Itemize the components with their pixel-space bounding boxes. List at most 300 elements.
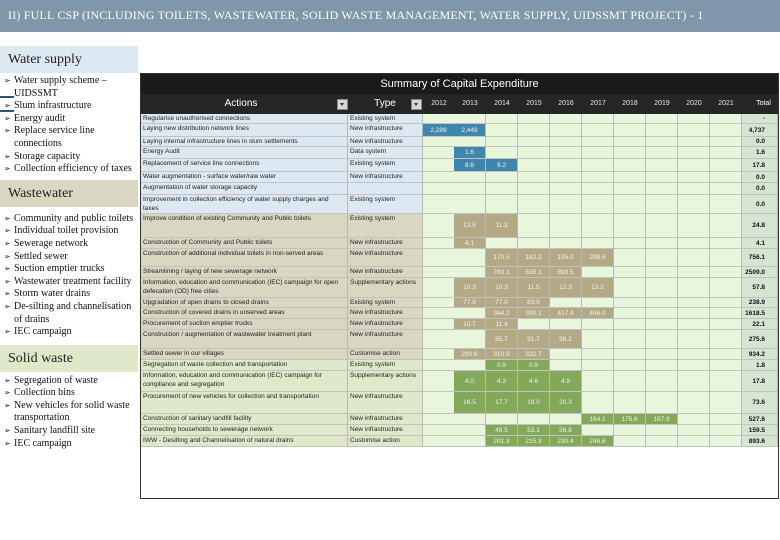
list-item: ➢ Community and public toilets bbox=[4, 213, 138, 226]
table-row bbox=[141, 137, 778, 147]
year-value-cell: 16.5 bbox=[454, 392, 486, 414]
table-header-row bbox=[141, 94, 778, 114]
type-cell: Existing system bbox=[348, 114, 423, 124]
year-value-cell bbox=[614, 278, 646, 298]
year-value-cell bbox=[710, 159, 742, 172]
list-item: ➢ Water supply scheme – UIDSSMT bbox=[4, 75, 138, 100]
action-cell: Segregation of waste collection and transportation bbox=[141, 360, 348, 371]
year-value-cell: 780.1 bbox=[486, 267, 518, 278]
year-value-cell bbox=[550, 159, 582, 172]
year-value-cell bbox=[582, 183, 614, 195]
year-value-cell bbox=[423, 425, 455, 436]
table-row bbox=[141, 371, 778, 392]
year-value-cell bbox=[454, 425, 486, 436]
year-value-cell bbox=[454, 330, 486, 349]
pointer-arrow-line bbox=[0, 110, 14, 112]
list-item: ➢ Individual toilet provision bbox=[4, 225, 138, 238]
total-cell: 57.8 bbox=[742, 278, 778, 298]
type-filter-icon[interactable] bbox=[411, 99, 422, 110]
year-value-cell bbox=[582, 124, 614, 137]
total-cell: 934.2 bbox=[742, 349, 778, 360]
year-value-cell bbox=[678, 114, 710, 124]
type-cell: New infrastructure bbox=[348, 414, 423, 425]
year-value-cell: 0.9 bbox=[518, 360, 550, 371]
year-value-cell bbox=[646, 214, 678, 238]
year-value-cell bbox=[678, 195, 710, 214]
action-cell: Energy Audit bbox=[141, 147, 348, 159]
total-cell: 756.1 bbox=[742, 249, 778, 267]
table-row bbox=[141, 267, 778, 278]
year-value-cell: 175.6 bbox=[614, 414, 646, 425]
year-value-cell bbox=[646, 392, 678, 414]
year-value-cell bbox=[454, 195, 486, 214]
year-value-cell bbox=[518, 147, 550, 159]
table-row bbox=[141, 172, 778, 183]
year-value-cell bbox=[582, 137, 614, 147]
year-value-cell bbox=[423, 319, 455, 330]
total-cell: 17.8 bbox=[742, 371, 778, 392]
year-value-cell: 230.4 bbox=[550, 436, 582, 447]
list-item: ➢ Replace service line connections bbox=[4, 125, 138, 150]
year-value-cell bbox=[454, 172, 486, 183]
year-value-cell bbox=[678, 172, 710, 183]
year-value-cell bbox=[582, 214, 614, 238]
year-value-cell: 187.9 bbox=[646, 414, 678, 425]
total-cell: 275.6 bbox=[742, 330, 778, 349]
header-year: 2017 bbox=[590, 100, 606, 107]
total-cell: 0.0 bbox=[742, 172, 778, 183]
year-value-cell: 170.5 bbox=[486, 249, 518, 267]
list-item: ➢ Sewerage network bbox=[4, 238, 138, 251]
year-value-cell: 0.9 bbox=[486, 360, 518, 371]
year-value-cell bbox=[486, 195, 518, 214]
year-value-cell: 201.3 bbox=[486, 436, 518, 447]
action-cell: IWW - Desilting and Channelisation of natural drains bbox=[141, 436, 348, 447]
year-value-cell: 446.0 bbox=[582, 308, 614, 319]
year-value-cell: 56.8 bbox=[550, 425, 582, 436]
year-value-cell bbox=[423, 298, 455, 308]
sidebar bbox=[0, 46, 138, 450]
year-value-cell bbox=[582, 360, 614, 371]
list-item: ➢ New vehicles for solid waste transportation bbox=[4, 400, 138, 425]
year-value-cell bbox=[582, 425, 614, 436]
header-year: 2021 bbox=[718, 100, 734, 107]
year-value-cell bbox=[454, 137, 486, 147]
year-value-cell bbox=[646, 436, 678, 447]
title-bar bbox=[0, 0, 780, 32]
type-cell: Customise action bbox=[348, 436, 423, 447]
year-value-cell: 164.1 bbox=[582, 414, 614, 425]
year-value-cell bbox=[646, 278, 678, 298]
year-value-cell bbox=[614, 114, 646, 124]
table-row bbox=[141, 124, 778, 137]
year-value-cell: 2,289 bbox=[423, 124, 455, 137]
year-value-cell bbox=[710, 371, 742, 392]
year-value-cell: 9.2 bbox=[486, 159, 518, 172]
year-value-cell bbox=[678, 214, 710, 238]
year-value-cell bbox=[710, 147, 742, 159]
year-value-cell bbox=[423, 172, 455, 183]
year-value-cell bbox=[710, 414, 742, 425]
table-row bbox=[141, 298, 778, 308]
year-value-cell bbox=[423, 360, 455, 371]
year-value-cell bbox=[423, 349, 455, 360]
list-item: ➢ Settled sewer bbox=[4, 251, 138, 264]
type-cell: New infrastructure bbox=[348, 137, 423, 147]
year-value-cell bbox=[486, 147, 518, 159]
year-value-cell: 12.3 bbox=[550, 278, 582, 298]
year-value-cell bbox=[454, 267, 486, 278]
year-value-cell bbox=[550, 238, 582, 249]
year-value-cell bbox=[550, 349, 582, 360]
year-value-cell bbox=[614, 330, 646, 349]
year-value-cell: 4.0 bbox=[454, 371, 486, 392]
list-item: ➢ Energy audit bbox=[4, 113, 138, 126]
header-year: 2016 bbox=[558, 100, 574, 107]
year-value-cell: 332.7 bbox=[518, 349, 550, 360]
table-row bbox=[141, 214, 778, 238]
year-value-cell bbox=[646, 159, 678, 172]
year-value-cell bbox=[454, 360, 486, 371]
year-value-cell: 19.0 bbox=[518, 392, 550, 414]
year-value-cell bbox=[710, 172, 742, 183]
year-value-cell bbox=[486, 414, 518, 425]
year-value-cell bbox=[486, 172, 518, 183]
list-item: ➢ Wastewater treatment facility bbox=[4, 276, 138, 289]
year-value-cell bbox=[710, 349, 742, 360]
year-value-cell: 8.6 bbox=[454, 159, 486, 172]
year-value-cell bbox=[710, 360, 742, 371]
year-value-cell bbox=[710, 238, 742, 249]
action-cell: Information, education and communication (IEC) campaign for compliance and segregation bbox=[141, 371, 348, 392]
year-value-cell bbox=[454, 436, 486, 447]
wastewater-list bbox=[0, 207, 138, 339]
year-value-cell bbox=[454, 183, 486, 195]
total-cell: 17.8 bbox=[742, 159, 778, 172]
year-value-cell: 11.5 bbox=[518, 278, 550, 298]
year-value-cell bbox=[582, 114, 614, 124]
year-value-cell bbox=[710, 195, 742, 214]
year-value-cell bbox=[423, 249, 455, 267]
year-value-cell bbox=[646, 124, 678, 137]
list-item: ➢ Storm water drains bbox=[4, 288, 138, 301]
year-value-cell bbox=[582, 238, 614, 249]
year-value-cell bbox=[550, 137, 582, 147]
year-value-cell bbox=[486, 137, 518, 147]
list-item: ➢ Sanitary landfill site bbox=[4, 425, 138, 438]
year-value-cell bbox=[710, 319, 742, 330]
year-value-cell bbox=[646, 137, 678, 147]
year-value-cell bbox=[710, 124, 742, 137]
year-value-cell bbox=[550, 360, 582, 371]
list-item: ➢ Suction emptier trucks bbox=[4, 263, 138, 276]
year-value-cell: 10.3 bbox=[486, 278, 518, 298]
year-value-cell bbox=[678, 278, 710, 298]
year-value-cell bbox=[518, 214, 550, 238]
year-value-cell bbox=[678, 319, 710, 330]
year-value-cell: 20.3 bbox=[550, 392, 582, 414]
table-row bbox=[141, 195, 778, 214]
type-cell: Existing system bbox=[348, 195, 423, 214]
year-value-cell: 893.5 bbox=[550, 267, 582, 278]
year-value-cell: 53.1 bbox=[518, 425, 550, 436]
year-value-cell bbox=[710, 214, 742, 238]
table-row bbox=[141, 114, 778, 124]
type-cell: Existing system bbox=[348, 159, 423, 172]
year-value-cell bbox=[454, 308, 486, 319]
year-value-cell: 417.4 bbox=[550, 308, 582, 319]
list-item: ➢ Collection efficiency of taxes bbox=[4, 163, 138, 176]
table-title: Summary of Capital Expenditure bbox=[141, 74, 778, 94]
type-cell: Supplementary actions bbox=[348, 371, 423, 392]
year-value-cell bbox=[518, 124, 550, 137]
year-value-cell bbox=[678, 238, 710, 249]
year-value-cell bbox=[646, 425, 678, 436]
header-year: 2012 bbox=[431, 100, 447, 107]
header-actions: Actions bbox=[224, 98, 258, 109]
year-value-cell bbox=[614, 195, 646, 214]
year-value-cell: 4.1 bbox=[454, 238, 486, 249]
year-value-cell: 11.3 bbox=[486, 214, 518, 238]
year-value-cell bbox=[678, 349, 710, 360]
type-cell: Data system bbox=[348, 147, 423, 159]
year-value-cell bbox=[582, 319, 614, 330]
year-value-cell: 215.3 bbox=[518, 436, 550, 447]
year-value-cell bbox=[678, 330, 710, 349]
year-value-cell bbox=[518, 195, 550, 214]
year-value-cell bbox=[646, 183, 678, 195]
type-cell: New infrastructure bbox=[348, 267, 423, 278]
year-value-cell: 83.5 bbox=[518, 298, 550, 308]
section-heading-wastewater: Wastewater bbox=[0, 180, 138, 207]
year-value-cell bbox=[550, 124, 582, 137]
year-value-cell bbox=[550, 172, 582, 183]
header-year: 2015 bbox=[526, 100, 542, 107]
year-value-cell bbox=[423, 147, 455, 159]
action-cell: Laying new distribution network lines bbox=[141, 124, 348, 137]
type-cell: New infrastructure bbox=[348, 308, 423, 319]
action-cell: Construction of Community and Public toilets bbox=[141, 238, 348, 249]
year-value-cell bbox=[646, 298, 678, 308]
action-cell: Replacement of service line connections bbox=[141, 159, 348, 172]
table-row bbox=[141, 319, 778, 330]
year-value-cell bbox=[486, 124, 518, 137]
year-value-cell bbox=[518, 238, 550, 249]
year-value-cell bbox=[423, 278, 455, 298]
year-value-cell bbox=[614, 371, 646, 392]
total-cell: 24.8 bbox=[742, 214, 778, 238]
year-value-cell bbox=[614, 249, 646, 267]
year-value-cell bbox=[614, 159, 646, 172]
year-value-cell bbox=[582, 330, 614, 349]
action-cell: Laying internal infrastructure lines in slum settlements bbox=[141, 137, 348, 147]
year-value-cell bbox=[646, 147, 678, 159]
table-row bbox=[141, 147, 778, 159]
header-type: Type bbox=[374, 98, 396, 109]
year-value-cell bbox=[678, 371, 710, 392]
year-value-cell: 2,449 bbox=[454, 124, 486, 137]
year-value-cell bbox=[486, 114, 518, 124]
year-value-cell bbox=[710, 308, 742, 319]
year-value-cell bbox=[678, 183, 710, 195]
year-value-cell bbox=[423, 238, 455, 249]
year-value-cell bbox=[678, 298, 710, 308]
year-value-cell bbox=[614, 308, 646, 319]
year-value-cell bbox=[678, 414, 710, 425]
action-cell: Improvement in collection efficiency of water supply charges and taxes bbox=[141, 195, 348, 214]
type-cell bbox=[348, 183, 423, 195]
table-row bbox=[141, 425, 778, 436]
section-heading-solid-waste: Solid waste bbox=[0, 345, 138, 372]
total-cell: 1618.5 bbox=[742, 308, 778, 319]
year-value-cell bbox=[582, 349, 614, 360]
year-value-cell bbox=[710, 114, 742, 124]
action-cell: Augmentation of water storage capacity bbox=[141, 183, 348, 195]
year-value-cell bbox=[614, 392, 646, 414]
year-value-cell bbox=[646, 195, 678, 214]
type-cell: New infrastructure bbox=[348, 249, 423, 267]
action-cell: Construction / augmentation of wastewater treatment plant bbox=[141, 330, 348, 349]
total-cell: 159.5 bbox=[742, 425, 778, 436]
year-value-cell bbox=[710, 392, 742, 414]
year-value-cell bbox=[678, 308, 710, 319]
total-cell: 527.6 bbox=[742, 414, 778, 425]
header-year: 2019 bbox=[654, 100, 670, 107]
year-value-cell: 195.0 bbox=[550, 249, 582, 267]
year-value-cell bbox=[710, 298, 742, 308]
action-cell: Construction of sanitary landfill facility bbox=[141, 414, 348, 425]
action-cell: Construction of additional individual toilets in non-served areas bbox=[141, 249, 348, 267]
year-value-cell: 11.4 bbox=[486, 319, 518, 330]
header-year: 2014 bbox=[494, 100, 510, 107]
year-value-cell: 10.7 bbox=[454, 319, 486, 330]
action-cell: Upgradation of open drains to closed drains bbox=[141, 298, 348, 308]
year-value-cell bbox=[550, 195, 582, 214]
action-cell: Settled sewer in our villages bbox=[141, 349, 348, 360]
year-value-cell bbox=[646, 349, 678, 360]
year-value-cell bbox=[550, 414, 582, 425]
header-total: Total bbox=[756, 100, 771, 107]
page-title: II) FULL CSP (INCLUDING TOILETS, WASTEWATER, SOLID WASTE MANAGEMENT, WATER SUPPLY, UIDSSMT PROJECT) - 1 bbox=[8, 8, 704, 22]
type-cell: New infrastructure bbox=[348, 425, 423, 436]
year-value-cell bbox=[518, 137, 550, 147]
year-value-cell bbox=[614, 298, 646, 308]
capital-expenditure-table bbox=[140, 73, 779, 499]
year-value-cell bbox=[710, 436, 742, 447]
total-cell: 0.0 bbox=[742, 183, 778, 195]
year-value-cell bbox=[423, 436, 455, 447]
list-item: ➢ Collection bins bbox=[4, 387, 138, 400]
action-cell: Streamlining / laying of new sewerage network bbox=[141, 267, 348, 278]
year-value-cell bbox=[423, 414, 455, 425]
type-cell: New infrastructure bbox=[348, 330, 423, 349]
year-value-cell: 246.6 bbox=[582, 436, 614, 447]
year-value-cell bbox=[614, 124, 646, 137]
total-cell: 0.0 bbox=[742, 195, 778, 214]
list-item: ➢ Slum infrastructure bbox=[4, 100, 138, 113]
year-value-cell bbox=[454, 414, 486, 425]
year-value-cell bbox=[582, 371, 614, 392]
year-value-cell bbox=[614, 436, 646, 447]
year-value-cell: 77.0 bbox=[486, 298, 518, 308]
year-value-cell: 4.9 bbox=[550, 371, 582, 392]
year-value-cell bbox=[550, 114, 582, 124]
year-value-cell bbox=[423, 159, 455, 172]
year-value-cell bbox=[678, 137, 710, 147]
year-value-cell bbox=[550, 298, 582, 308]
table-row bbox=[141, 183, 778, 195]
actions-filter-icon[interactable] bbox=[337, 99, 348, 110]
year-value-cell bbox=[614, 172, 646, 183]
year-value-cell: 390.1 bbox=[518, 308, 550, 319]
action-cell: Water augmentation - surface water/raw water bbox=[141, 172, 348, 183]
year-value-cell: 290.6 bbox=[454, 349, 486, 360]
pointer-arrow-line bbox=[0, 96, 14, 98]
table-row bbox=[141, 392, 778, 414]
year-value-cell bbox=[614, 319, 646, 330]
total-cell: 22.1 bbox=[742, 319, 778, 330]
year-value-cell bbox=[423, 137, 455, 147]
total-cell: 4.1 bbox=[742, 238, 778, 249]
year-value-cell bbox=[550, 214, 582, 238]
table-row bbox=[141, 308, 778, 319]
type-cell: New infrastructure bbox=[348, 172, 423, 183]
action-cell: Construction of covered drains in unserved areas bbox=[141, 308, 348, 319]
list-item: ➢ Storage capacity bbox=[4, 151, 138, 164]
total-cell: 0.0 bbox=[742, 137, 778, 147]
table-row bbox=[141, 278, 778, 298]
type-cell: Existing system bbox=[348, 214, 423, 238]
year-value-cell: 1.6 bbox=[454, 147, 486, 159]
year-value-cell bbox=[646, 371, 678, 392]
year-value-cell: 13.2 bbox=[582, 278, 614, 298]
year-value-cell bbox=[614, 183, 646, 195]
table-row bbox=[141, 238, 778, 249]
year-value-cell bbox=[710, 330, 742, 349]
year-value-cell bbox=[423, 183, 455, 195]
year-value-cell bbox=[710, 267, 742, 278]
year-value-cell bbox=[582, 392, 614, 414]
year-value-cell bbox=[518, 319, 550, 330]
total-cell: 4,737 bbox=[742, 124, 778, 137]
year-value-cell bbox=[582, 159, 614, 172]
year-value-cell bbox=[423, 267, 455, 278]
list-item: ➢ IEC campaign bbox=[4, 438, 138, 451]
year-value-cell: 85.7 bbox=[486, 330, 518, 349]
action-cell: Information, education and communication (IEC) campaign for open defecation (OD) free cities bbox=[141, 278, 348, 298]
table-row bbox=[141, 249, 778, 267]
table-row bbox=[141, 414, 778, 425]
type-cell: Supplementary actions bbox=[348, 278, 423, 298]
year-value-cell bbox=[710, 425, 742, 436]
year-value-cell bbox=[423, 371, 455, 392]
year-value-cell: 77.8 bbox=[454, 298, 486, 308]
year-value-cell bbox=[678, 392, 710, 414]
year-value-cell bbox=[646, 238, 678, 249]
year-value-cell bbox=[614, 267, 646, 278]
year-value-cell: 182.2 bbox=[518, 249, 550, 267]
total-cell: 1.6 bbox=[742, 147, 778, 159]
total-cell: 2509.0 bbox=[742, 267, 778, 278]
year-value-cell bbox=[646, 114, 678, 124]
year-value-cell bbox=[582, 172, 614, 183]
year-value-cell: 4.6 bbox=[518, 371, 550, 392]
year-value-cell bbox=[646, 319, 678, 330]
year-value-cell bbox=[710, 183, 742, 195]
year-value-cell bbox=[614, 360, 646, 371]
solid-waste-list bbox=[0, 372, 138, 451]
table-row bbox=[141, 349, 778, 360]
